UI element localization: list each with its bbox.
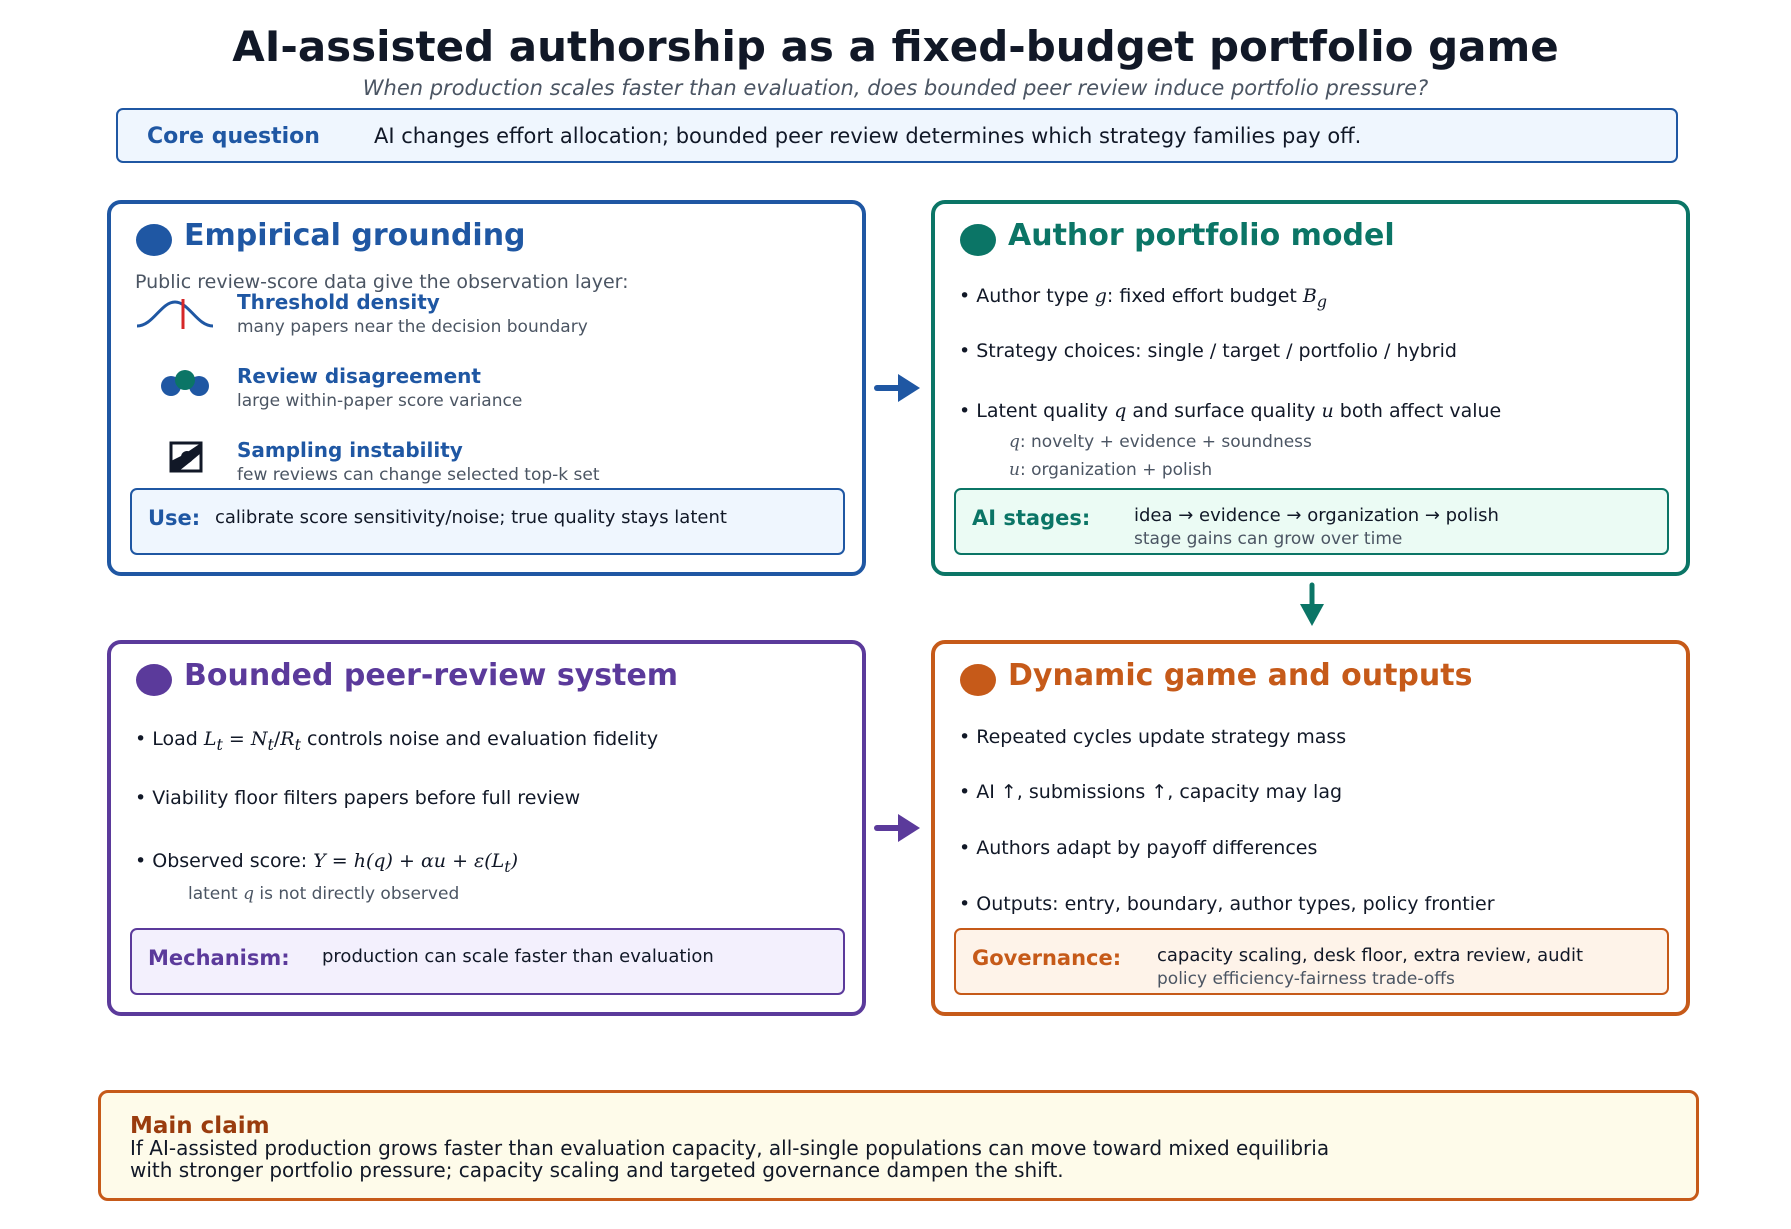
- arrow-right-icon: [874, 810, 926, 846]
- empirical-item-title: Sampling instability: [237, 438, 463, 462]
- panel-dot-icon: [960, 224, 996, 256]
- empirical-item-title: Threshold density: [237, 290, 440, 314]
- author-bullet-budget: • Author type g: fixed effort budget $B_g$: [959, 285, 1327, 311]
- arrow-right-icon: [874, 370, 926, 406]
- ai-stages-box: [954, 488, 1669, 555]
- core-question-label: Core question: [147, 124, 320, 149]
- review-note: latent q is not directly observed: [188, 884, 460, 904]
- author-bullet-quality: • Latent quality q and surface quality u both affect value: [959, 400, 1502, 422]
- governance-label: Governance:: [972, 946, 1122, 970]
- use-box: [130, 488, 845, 555]
- panel-dot-icon: [136, 664, 172, 696]
- dynamic-bullet: • AI ↑, submissions ↑, capacity may lag: [959, 781, 1343, 803]
- mechanism-text: production can scale faster than evaluation: [322, 946, 714, 967]
- dynamic-bullet: • Repeated cycles update strategy mass: [959, 726, 1347, 748]
- review-bullet-floor: • Viability floor filters papers before full review: [135, 787, 581, 809]
- author-sub-u: u: organization + polish: [1009, 460, 1213, 480]
- dynamic-game-panel: [931, 640, 1690, 1016]
- empirical-item-title: Review disagreement: [237, 364, 481, 388]
- core-question-text: AI changes effort allocation; bounded peer review determines which strategy families pay off.: [374, 124, 1362, 148]
- peer-review-panel: [107, 640, 866, 1016]
- mechanism-label: Mechanism:: [148, 946, 290, 970]
- dynamic-bullet: • Outputs: entry, boundary, author types, policy frontier: [959, 893, 1495, 915]
- panel-title: Empirical grounding: [184, 218, 526, 253]
- panel-dot-icon: [136, 224, 172, 256]
- panel-title: Bounded peer-review system: [184, 658, 679, 693]
- governance-sub: policy efficiency-fairness trade-offs: [1157, 969, 1455, 989]
- panel-title: Author portfolio model: [1008, 218, 1395, 253]
- author-bullet-strategy: • Strategy choices: single / target / portfolio / hybrid: [959, 340, 1457, 362]
- page-subtitle: When production scales faster than evaluation, does bounded peer review induce portfolio pressure?: [362, 76, 1429, 100]
- mechanism-box: [130, 928, 845, 995]
- panel-title: Dynamic game and outputs: [1008, 658, 1473, 693]
- bell-curve-icon: [135, 298, 215, 334]
- main-claim-line: If AI-assisted production grows faster than evaluation capacity, all-single populations can move toward mixed equilibria: [130, 1136, 1330, 1160]
- use-label: Use:: [148, 506, 201, 530]
- page-title: AI-assisted authorship as a fixed-budget portfolio game: [232, 22, 1559, 71]
- empirical-grounding-panel: [107, 200, 866, 576]
- review-bullet-load: • Load $L_t = N_t/R_t$ controls noise and evaluation fidelity: [135, 728, 659, 754]
- overlapping-dots-icon: [159, 368, 213, 402]
- empirical-item-desc: many papers near the decision boundary: [237, 317, 588, 337]
- arrow-down-icon: [1294, 582, 1330, 630]
- empirical-item-desc: few reviews can change selected top-k set: [237, 465, 600, 485]
- governance-text: capacity scaling, desk floor, extra review, audit: [1157, 945, 1584, 966]
- review-bullet-score: • Observed score: $Y = h(q) + \alpha u + \varepsilon(L_t)$: [135, 850, 519, 876]
- main-claim-box: [98, 1090, 1699, 1201]
- governance-box: [954, 928, 1669, 995]
- main-claim-line: with stronger portfolio pressure; capacity scaling and targeted governance dampen the shift.: [130, 1158, 1064, 1182]
- main-claim-text: [130, 1137, 1329, 1181]
- author-portfolio-panel: [931, 200, 1690, 576]
- sampling-square-icon: [169, 441, 203, 477]
- panel-dot-icon: [960, 664, 996, 696]
- ai-stages-sub: stage gains can grow over time: [1134, 529, 1403, 549]
- use-text: calibrate score sensitivity/noise; true quality stays latent: [215, 507, 727, 528]
- panel-intro: Public review-score data give the observation layer:: [135, 271, 629, 293]
- author-sub-q: q: novelty + evidence + soundness: [1009, 432, 1312, 452]
- main-claim-label: Main claim: [130, 1113, 270, 1139]
- ai-stages-label: AI stages:: [972, 506, 1091, 530]
- empirical-item-desc: large within-paper score variance: [237, 391, 523, 411]
- core-question-box: [116, 108, 1678, 163]
- dynamic-bullet: • Authors adapt by payoff differences: [959, 837, 1318, 859]
- ai-stages-text: idea → evidence → organization → polish: [1134, 505, 1499, 526]
